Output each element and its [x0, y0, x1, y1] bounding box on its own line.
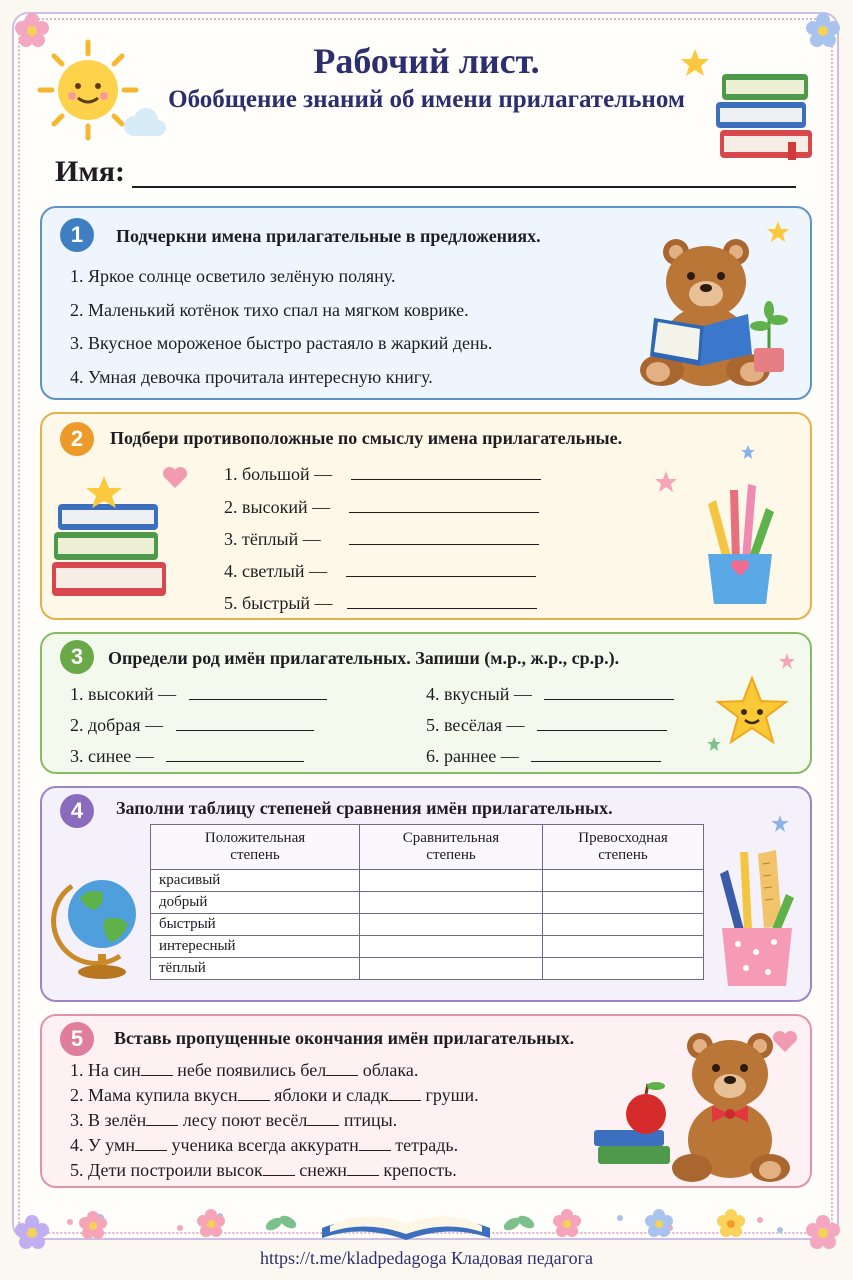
- table-header: Положительная степень: [151, 825, 360, 870]
- leaf-icon: [502, 1208, 536, 1238]
- fill-ending-item[interactable]: 5. Дети построили высок снежн крепость.: [70, 1160, 457, 1180]
- teddy-bear-icon: [636, 234, 796, 394]
- flower-icon: [644, 1208, 674, 1238]
- antonym-item[interactable]: 5. быстрый —: [224, 593, 537, 614]
- flower-icon: [805, 1214, 841, 1250]
- section-number: 2: [60, 422, 94, 456]
- books-icon: [52, 474, 172, 602]
- page-subtitle: Обобщение знаний об имени прилагательном: [168, 86, 685, 113]
- flower-icon: [14, 1214, 50, 1250]
- table-row: [151, 870, 704, 892]
- teddy-bear-icon: [594, 1034, 794, 1184]
- gender-item[interactable]: 1. высокий —: [70, 684, 327, 705]
- flower-icon: [552, 1208, 582, 1238]
- antonym-item[interactable]: 4. светлый —: [224, 561, 536, 582]
- table-header: Превосходная степень: [543, 825, 704, 870]
- leaf-icon: [264, 1208, 298, 1238]
- table-row: [151, 914, 704, 936]
- table-cell: быстрый: [151, 914, 360, 936]
- table-cell-input[interactable]: [543, 892, 704, 914]
- table-cell: добрый: [151, 892, 360, 914]
- flower-icon: [78, 1210, 108, 1240]
- sentence-item[interactable]: 4. Умная девочка прочитала интересную книгу.: [70, 367, 433, 387]
- table-cell-input[interactable]: [543, 914, 704, 936]
- task-title: Подбери противоположные по смыслу имена прилагательные.: [110, 428, 623, 448]
- sentence-item[interactable]: 2. Маленький котёнок тихо спал на мягком коврике.: [70, 300, 469, 320]
- gender-item[interactable]: 6. раннее —: [426, 746, 661, 767]
- section-number: 3: [60, 640, 94, 674]
- section-number: 5: [60, 1022, 94, 1056]
- fill-ending-item[interactable]: 2. Мама купила вкусн яблоки и сладк груши.: [70, 1085, 479, 1105]
- table-cell-input[interactable]: [360, 892, 543, 914]
- pencil-cup-icon: [702, 474, 782, 608]
- star-icon: [770, 814, 790, 834]
- fill-ending-item[interactable]: 4. У умн ученика всегда аккуратн тетрадь.: [70, 1135, 459, 1155]
- name-input-line[interactable]: [132, 186, 796, 188]
- section-5: [40, 1014, 812, 1188]
- sentence-item[interactable]: 3. Вкусное мороженое быстро растаяло в жаркий день.: [70, 333, 493, 353]
- table-cell-input[interactable]: [360, 958, 543, 980]
- footer-link[interactable]: https://t.me/kladpedagoga Кладовая педагога: [260, 1248, 593, 1268]
- table-cell: красивый: [151, 870, 360, 892]
- gender-item[interactable]: 4. вкусный —: [426, 684, 674, 705]
- comparison-table: [150, 824, 704, 980]
- pencil-cup-icon: [716, 848, 800, 988]
- task-title: Определи род имён прилагательных. Запиши (м.р., ж.р., ср.р.).: [108, 648, 620, 668]
- table-row: [151, 936, 704, 958]
- page-title: Рабочий лист.: [313, 41, 540, 81]
- antonym-item[interactable]: 3. тёплый —: [224, 529, 539, 550]
- table-row: [151, 892, 704, 914]
- antonym-item[interactable]: 2. высокий —: [224, 497, 539, 518]
- fill-ending-item[interactable]: 1. На син небе появились бел облака.: [70, 1060, 419, 1080]
- name-label: Имя:: [55, 155, 125, 188]
- section-3: [40, 632, 812, 774]
- flower-icon: [196, 1208, 226, 1238]
- star-icon: [706, 736, 722, 752]
- star-icon: [740, 444, 756, 460]
- globe-icon: [58, 864, 144, 982]
- table-cell: тёплый: [151, 958, 360, 980]
- section-4: [40, 786, 812, 1002]
- star-icon: [654, 470, 678, 494]
- flower-icon: [716, 1208, 746, 1238]
- table-cell-input[interactable]: [543, 958, 704, 980]
- gender-item[interactable]: 5. весёлая —: [426, 715, 667, 736]
- star-icon: [712, 674, 792, 754]
- table-cell-input[interactable]: [360, 914, 543, 936]
- table-cell-input[interactable]: [360, 870, 543, 892]
- gender-item[interactable]: 3. синее —: [70, 746, 304, 767]
- heart-icon: [162, 466, 188, 490]
- star-icon: [766, 220, 790, 244]
- gender-item[interactable]: 2. добрая —: [70, 715, 314, 736]
- table-cell-input[interactable]: [543, 870, 704, 892]
- antonym-item[interactable]: 1. большой —: [224, 464, 541, 485]
- heart-icon: [772, 1030, 798, 1054]
- books-icon: [716, 70, 816, 162]
- table-cell: интересный: [151, 936, 360, 958]
- sentence-item[interactable]: 1. Яркое солнце осветило зелёную поляну.: [70, 266, 396, 286]
- table-header: Сравнительная степень: [360, 825, 543, 870]
- task-title: Подчеркни имена прилагательные в предложениях.: [116, 226, 541, 246]
- task-title: Вставь пропущенные окончания имён прилагательных.: [114, 1028, 575, 1048]
- table-row: [151, 958, 704, 980]
- table-cell-input[interactable]: [360, 936, 543, 958]
- section-1: [40, 206, 812, 400]
- fill-ending-item[interactable]: 3. В зелён лесу поют весёл птицы.: [70, 1110, 398, 1130]
- task-title: Заполни таблицу степеней сравнения имён прилагательных.: [116, 798, 613, 818]
- table-cell-input[interactable]: [543, 936, 704, 958]
- section-number: 1: [60, 218, 94, 252]
- open-book-icon: [318, 1198, 494, 1244]
- star-icon: [778, 652, 796, 670]
- section-number: 4: [60, 794, 94, 828]
- section-2: [40, 412, 812, 620]
